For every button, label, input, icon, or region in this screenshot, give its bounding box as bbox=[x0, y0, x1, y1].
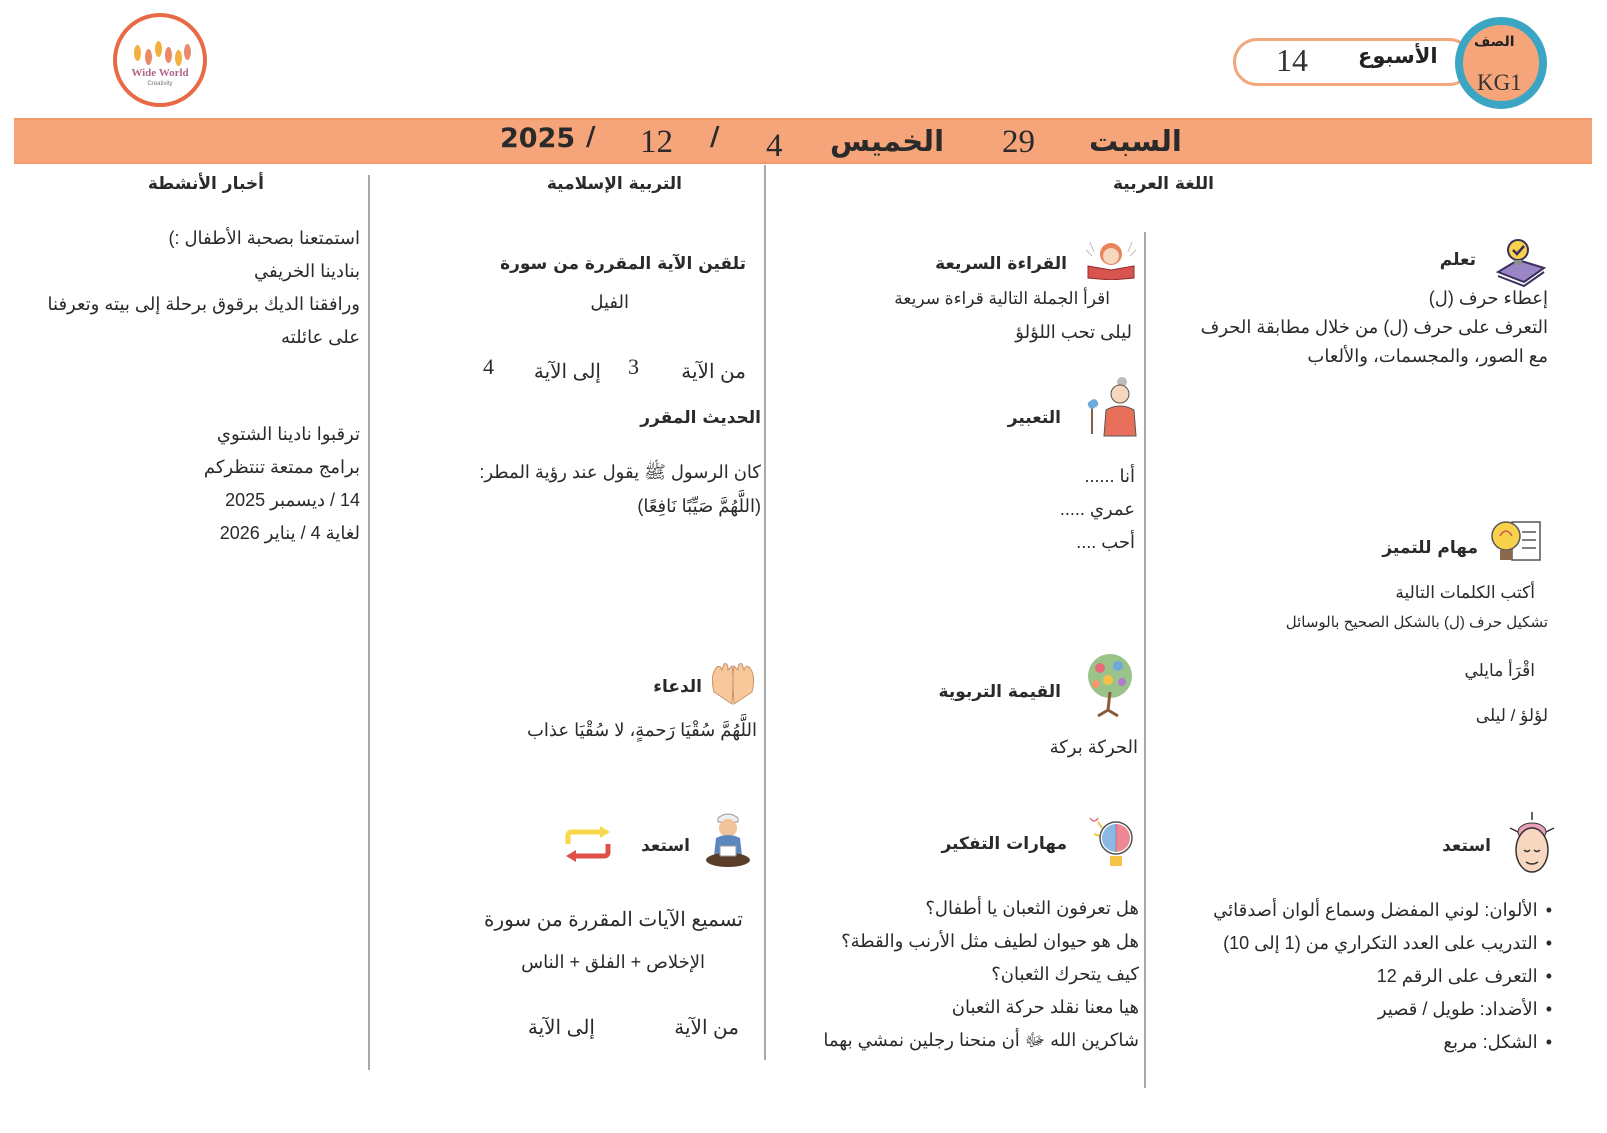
speaker-microphone-icon bbox=[1082, 376, 1128, 422]
excellence-heading: مهام للتميز bbox=[1382, 538, 1478, 558]
brain-bulb-checklist-icon bbox=[1486, 518, 1532, 564]
excellence-line: تشكيل حرف (ل) بالشكل الصحيح بالوسائل bbox=[1285, 614, 1548, 631]
week-number: 14 bbox=[1276, 42, 1308, 78]
tree-icon bbox=[1080, 652, 1126, 698]
news-line: 14 / ديسمبر 2025 bbox=[225, 490, 360, 510]
news-line: استمتعنا بصحبة الأطفال :) bbox=[168, 228, 360, 248]
logo-title: Wide World bbox=[131, 67, 189, 79]
fast-reading-sentence: ليلى تحب اللؤلؤ bbox=[1015, 322, 1132, 342]
repeat-arrows-icon bbox=[562, 826, 608, 872]
excellence-line: أكتب الكلمات التالية bbox=[1395, 583, 1535, 602]
week-label: الأسبوع bbox=[1358, 44, 1438, 68]
school-logo bbox=[113, 13, 207, 107]
ready-item: • الشكل: مربع bbox=[1213, 1026, 1552, 1059]
thinking-line: كيف يتحرك الثعبان؟ bbox=[991, 964, 1139, 984]
wheat-icon bbox=[184, 44, 191, 60]
column-divider bbox=[368, 175, 370, 1070]
girl-reading-icon bbox=[1084, 238, 1130, 284]
news-line: ورافقنا الديك برقوق برحلة إلى بيته وتعرفنا bbox=[47, 294, 360, 314]
news-line: بنادينا الخريفي bbox=[253, 261, 360, 281]
islamic-section-title: التربية الإسلامية bbox=[546, 174, 682, 194]
memorize-surah: الفيل bbox=[590, 292, 629, 312]
expression-line: أحب .... bbox=[1076, 532, 1135, 552]
thinking-child-icon bbox=[1506, 810, 1552, 856]
expression-line: أنا ...... bbox=[1084, 466, 1135, 486]
book-lightbulb-icon bbox=[1494, 238, 1540, 284]
wheat-icon bbox=[155, 41, 162, 57]
hadith-line: (اللَّهُمَّ صَيِّبًا نَافِعًا) bbox=[637, 496, 761, 516]
learn-line: مع الصور، والمجسمات، والألعاب bbox=[1307, 346, 1548, 366]
news-line: ترقبوا نادينا الشتوي bbox=[216, 424, 360, 444]
date-year: 2025 bbox=[500, 123, 576, 154]
islamic-ready-heading: استعد bbox=[641, 836, 690, 856]
ready-item: • التعرف على الرقم 12 bbox=[1213, 960, 1552, 993]
date-day-start-number: 29 bbox=[1002, 124, 1035, 160]
memorize-from-value: 3 bbox=[628, 354, 639, 379]
excellence-line: لؤلؤ / ليلى bbox=[1475, 706, 1548, 725]
dua-text: اللَّهُمَّ سُقْيَا رَحمةٍ، لا سُقْيَا عذاب bbox=[526, 720, 757, 740]
column-divider bbox=[1144, 232, 1146, 1088]
news-paragraph bbox=[204, 418, 360, 550]
islamic-ready-to-label: إلى الآية bbox=[527, 1017, 595, 1039]
fast-reading-instruction: اقرأ الجملة التالية قراءة سريعة bbox=[894, 289, 1110, 308]
arabic-section-title: اللغة العربية bbox=[1113, 174, 1214, 194]
news-paragraph bbox=[48, 222, 360, 354]
ready-list bbox=[1213, 894, 1552, 1059]
value-text: الحركة بركة bbox=[1049, 737, 1138, 757]
praying-hands-icon bbox=[710, 662, 756, 708]
learn-line: التعرف على حرف (ل) من خلال مطابقة الحرف bbox=[1200, 317, 1548, 337]
fast-reading-heading: القراءة السريعة bbox=[935, 254, 1067, 274]
news-section-title: أخبار الأنشطة bbox=[147, 174, 264, 194]
class-value: KG1 bbox=[1477, 70, 1522, 95]
thinking-heading: مهارات التفكير bbox=[941, 834, 1067, 854]
thinking-line: شاكرين الله ﷻ أن منحنا رجلين نمشي بهما bbox=[823, 1030, 1139, 1050]
hadith-line: كان الرسول ﷺ يقول عند رؤية المطر: bbox=[479, 462, 761, 482]
dua-heading: الدعاء bbox=[653, 677, 702, 697]
date-separator: / bbox=[710, 122, 720, 152]
memorize-from-label: من الآية bbox=[681, 361, 746, 383]
islamic-ready-line: الإخلاص + الفلق + الناس bbox=[521, 952, 705, 972]
thinking-line: هيا معنا نقلد حركة الثعبان bbox=[951, 997, 1139, 1017]
wheat-icon bbox=[145, 49, 152, 65]
thinking-line: هل هو حيوان لطيف مثل الأرنب والقطة؟ bbox=[841, 931, 1139, 951]
wheat-icon bbox=[165, 47, 172, 63]
wheat-icon bbox=[134, 45, 141, 61]
date-month: 12 bbox=[640, 124, 673, 160]
ready-item: • الأضداد: طويل / قصير bbox=[1213, 993, 1552, 1026]
expression-lines bbox=[1060, 460, 1135, 559]
news-line: على عائلته bbox=[281, 327, 360, 347]
memorize-to-label: إلى الآية bbox=[533, 361, 601, 383]
ready-item: • التدريب على العدد التكراري من (1 إلى 10) bbox=[1213, 927, 1552, 960]
value-heading: القيمة التربوية bbox=[938, 682, 1061, 702]
news-line: لغاية 4 / يناير 2026 bbox=[219, 523, 360, 543]
date-day-start: السبت bbox=[1089, 124, 1182, 158]
learn-content bbox=[1201, 284, 1548, 371]
column-divider bbox=[764, 165, 766, 1060]
boy-reading-quran-icon bbox=[704, 810, 750, 856]
expression-heading: التعبير bbox=[1007, 408, 1061, 428]
memorize-to-value: 4 bbox=[483, 354, 494, 379]
learn-heading: تعلم bbox=[1439, 250, 1476, 270]
date-day-end: الخميس bbox=[830, 124, 945, 158]
brain-lightbulb-icon bbox=[1088, 814, 1134, 860]
class-label: الصف bbox=[1474, 34, 1515, 50]
date-bar bbox=[14, 118, 1592, 164]
ready-item: • الألوان: لوني المفضل وسماع ألوان أصدقائي bbox=[1213, 894, 1552, 927]
wheat-icon bbox=[175, 50, 182, 66]
date-day-end-number: 4 bbox=[766, 128, 783, 164]
islamic-ready-from-label: من الآية bbox=[674, 1017, 739, 1039]
date-separator: / bbox=[586, 122, 596, 152]
excellence-line: اقْرَأ مايلي bbox=[1464, 661, 1535, 680]
islamic-ready-line: تسميع الآيات المقررة من سورة bbox=[484, 909, 743, 931]
expression-line: عمري ..... bbox=[1059, 499, 1135, 519]
hadith-heading: الحديث المقرر bbox=[640, 408, 761, 428]
memorize-heading: تلقين الآية المقررة من سورة bbox=[500, 254, 746, 274]
ready-heading: استعد bbox=[1442, 836, 1491, 856]
thinking-questions bbox=[823, 892, 1139, 1057]
learn-line: إعطاء حرف (ل) bbox=[1428, 288, 1548, 308]
logo-subtitle: Creativity bbox=[147, 81, 173, 87]
thinking-line: هل تعرفون الثعبان يا أطفال؟ bbox=[925, 898, 1139, 918]
news-line: برامج ممتعة تنتظركم bbox=[203, 457, 360, 477]
